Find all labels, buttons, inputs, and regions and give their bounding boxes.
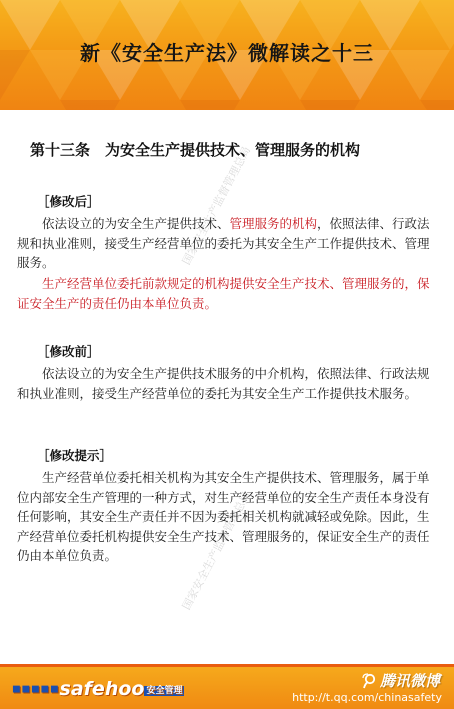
after-paragraph-1 bbox=[17, 214, 441, 273]
watermark-lower: 国家安全生产监督管理总局 bbox=[179, 489, 254, 613]
weibo-label: 腾讯微博 bbox=[379, 672, 440, 690]
section-heading-tips: ［修改提示］ bbox=[37, 448, 113, 463]
after-p1-highlight: 管理服务的机构 bbox=[229, 216, 318, 231]
watermark-upper: 国家安全生产监督管理总局 bbox=[179, 144, 254, 268]
footer-bar bbox=[0, 667, 454, 709]
logo-text: safehoo bbox=[59, 678, 145, 700]
tencent-weibo-icon bbox=[361, 673, 377, 689]
after-p1-text-b: ，依照法律、行政法规和执业准则，接受生产经营单位的委托为其安全生产工作提供技术、管理服务。 bbox=[17, 216, 430, 270]
safehoo-logo[interactable] bbox=[12, 678, 184, 700]
footer-stripe bbox=[0, 664, 454, 667]
before-paragraph-1: 依法设立的为安全生产提供技术服务的中介机构，依照法律、行政法规和执业准则，接受生产经营单位的委托为其安全生产工作提供技术服务。 bbox=[17, 366, 430, 401]
tips-paragraph-1: 生产经营单位委托相关机构为其安全生产提供技术、管理服务，属于单位内部安全生产管理的一种方式，对生产经营单位的安全生产责任本身没有任何影响，其安全生产责任并不因为委托相关机构就减轻或免除。因此，生产经营单位委托机构提供安全生产技术、管理服务的，保证安全生产的责任仍由本单位负责。 bbox=[17, 470, 430, 563]
section-heading-before: ［修改前］ bbox=[37, 344, 100, 359]
logo-dots: ■■■■■ bbox=[12, 684, 60, 695]
after-p1-text-a: 依法设立的为安全生产提供技术、 bbox=[42, 216, 230, 231]
banner-title: 新《安全生产法》微解读之十三 bbox=[80, 41, 374, 65]
weibo-url[interactable]: http://t.qq.com/chinasafety bbox=[292, 691, 442, 704]
section-heading-after: ［修改后］ bbox=[37, 194, 100, 209]
header-banner bbox=[0, 0, 454, 110]
article-title: 第十三条 为安全生产提供技术、管理服务的机构 bbox=[30, 141, 361, 159]
tencent-weibo-link[interactable] bbox=[361, 670, 440, 691]
after-paragraph-2: 生产经营单位委托前款规定的机构提供安全生产技术、管理服务的，保证安全生产的责任仍由本单位负责。 bbox=[17, 276, 430, 311]
logo-suffix: 安全管理 bbox=[146, 686, 183, 696]
